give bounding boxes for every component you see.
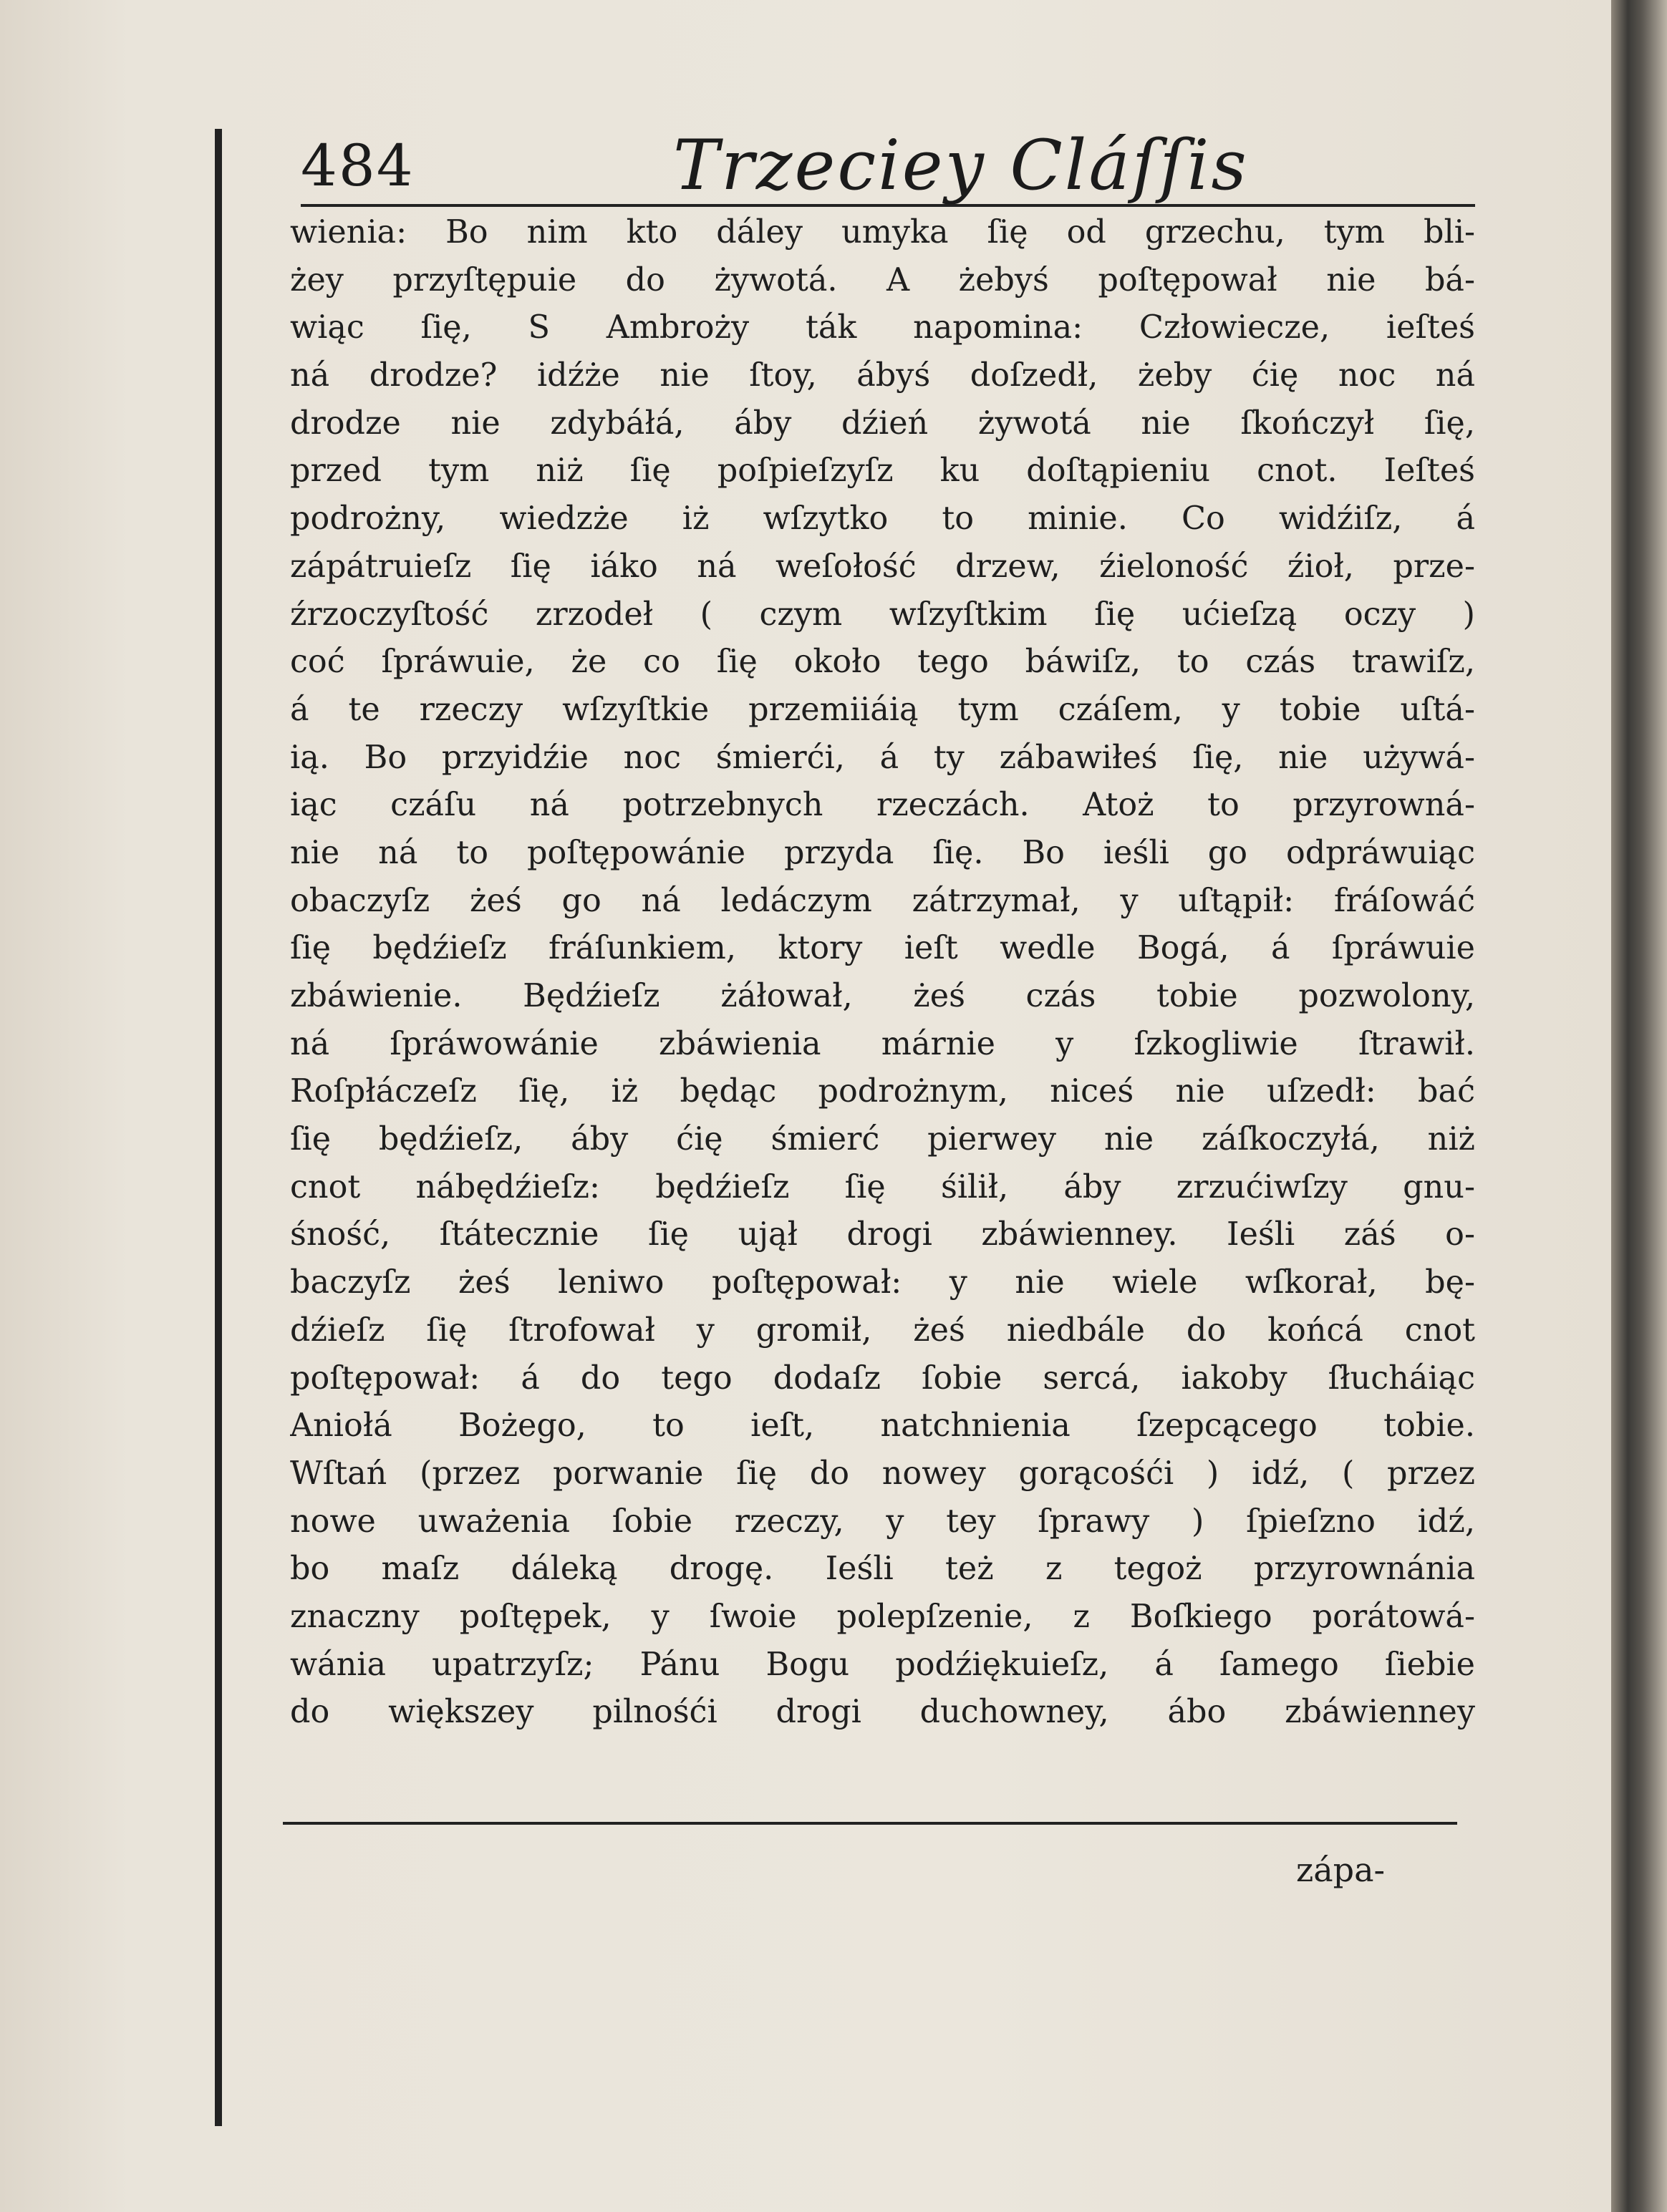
lower-rule (283, 1822, 1457, 1825)
text-line: dźieſz ſię ſtrofował y gromił, żeś niedbále do końcá cnot (290, 1311, 1475, 1349)
text-line: iąc czáſu ná potrzebnych rzeczách. Atoż to przyrowná- (290, 787, 1475, 824)
text-line: Wſtań (przez porwanie ſię do nowey gorącośći ) idź, ( przez (290, 1455, 1475, 1492)
text-line: do większey pilnośći drogi duchowney, ábo zbáwienney (290, 1694, 1475, 1731)
text-line: przed tym niż ſię poſpieſzyſz ku doſtąpieniu cnot. Ieſteś (290, 452, 1475, 490)
text-line: Roſpłáczeſz ſię, iż będąc podrożnym, niceś nie uſzedł: bać (290, 1073, 1475, 1110)
page-header (301, 125, 1475, 207)
text-line: bo maſz dáleką drogę. Ieśli też z tegoż przyrownánia (290, 1551, 1475, 1588)
text-line: źrzoczyſtość zrzodeł ( czym wſzyſtkim ſię ućieſzą oczy ) (290, 596, 1475, 633)
text-line: á te rzeczy wſzyſtkie przemiiáią tym czáſem, y tobie uſtá- (290, 691, 1475, 728)
text-line: nowe uważenia ſobie rzeczy, y tey ſprawy ) ſpieſzno idź, (290, 1503, 1475, 1540)
text-line: wiąc ſię, S Ambroży ták napomina: Człowiecze, ieſteś (290, 309, 1475, 346)
text-line: baczyſz żeś leniwo poſtępował: y nie wiele wſkorał, bę- (290, 1264, 1475, 1301)
text-line: żey przyſtępuie do żywotá. A żebyś poſtępował nie bá- (290, 261, 1475, 299)
text-line: nie ná to poſtępowánie przyda ſię. Bo ieśli go odpráwuiąc (290, 834, 1475, 871)
text-line: ná ſpráwowánie zbáwienia márnie y ſzkogliwie ſtrawił. (290, 1025, 1475, 1062)
text-line: zápátruieſz ſię iáko ná weſołość drzew, źieloność źioł, prze- (290, 548, 1475, 585)
text-line: znaczny poſtępek, y ſwoie polepſzenie, z Boſkiego porátowá- (290, 1598, 1475, 1635)
text-line: Aniołá Bożego, to ieſt, natchnienia ſzepcącego tobie. (290, 1407, 1475, 1445)
text-line: wienia: Bo nim kto dáley umyka ſię od grzechu, tym bli- (290, 214, 1475, 251)
catchword: zápa- (1296, 1850, 1386, 1889)
text-line: cnot nábędźieſz: będźieſz ſię śilił, áby zrzućiwſzy gnu- (290, 1168, 1475, 1206)
text-line: ią. Bo przyidźie noc śmierći, á ty zábawiłeś ſię, nie używá- (290, 739, 1475, 776)
text-line: poſtępował: á do tego dodaſz ſobie sercá, iakoby ſłucháiąc (290, 1359, 1475, 1397)
book-gutter (1611, 0, 1667, 2212)
text-line: obaczyſz żeś go ná ledáczym zátrzymał, y uſtąpił: fráſowáć (290, 882, 1475, 919)
text-line: ſię będźieſz fráſunkiem, ktory ieſt wedle Bogá, á ſpráwuie (290, 930, 1475, 967)
margin-rule (215, 129, 222, 2126)
text-line: ná drodze? idźże nie ſtoy, ábyś doſzedł, żeby ćię noc ná (290, 357, 1475, 394)
text-line: wánia upatrzyſz; Pánu Bogu podźiękuieſz, á ſamego ſiebie (290, 1646, 1475, 1683)
text-line: drodze nie zdybáłá, áby dźień żywotá nie ſkończył ſię, (290, 404, 1475, 442)
text-line: ſię będźieſz, áby ćię śmierć pierwey nie záſkoczyłá, niż (290, 1121, 1475, 1158)
text-line: podrożny, wiedzże iż wſzytko to minie. Co widźiſz, á (290, 500, 1475, 538)
text-line: zbáwienie. Będźieſz żáłował, żeś czás tobie pozwolony, (290, 978, 1475, 1014)
page-number: 484 (301, 132, 415, 199)
body-text (290, 209, 1475, 1737)
text-line: śność, ſtátecznie ſię ujął drogi zbáwienney. Ieśli záś o- (290, 1216, 1475, 1253)
running-title: Trzeciey Cláſſis (673, 125, 1249, 205)
text-line: coć ſpráwuie, że co ſię około tego báwiſz, to czás trawiſz, (290, 644, 1475, 681)
